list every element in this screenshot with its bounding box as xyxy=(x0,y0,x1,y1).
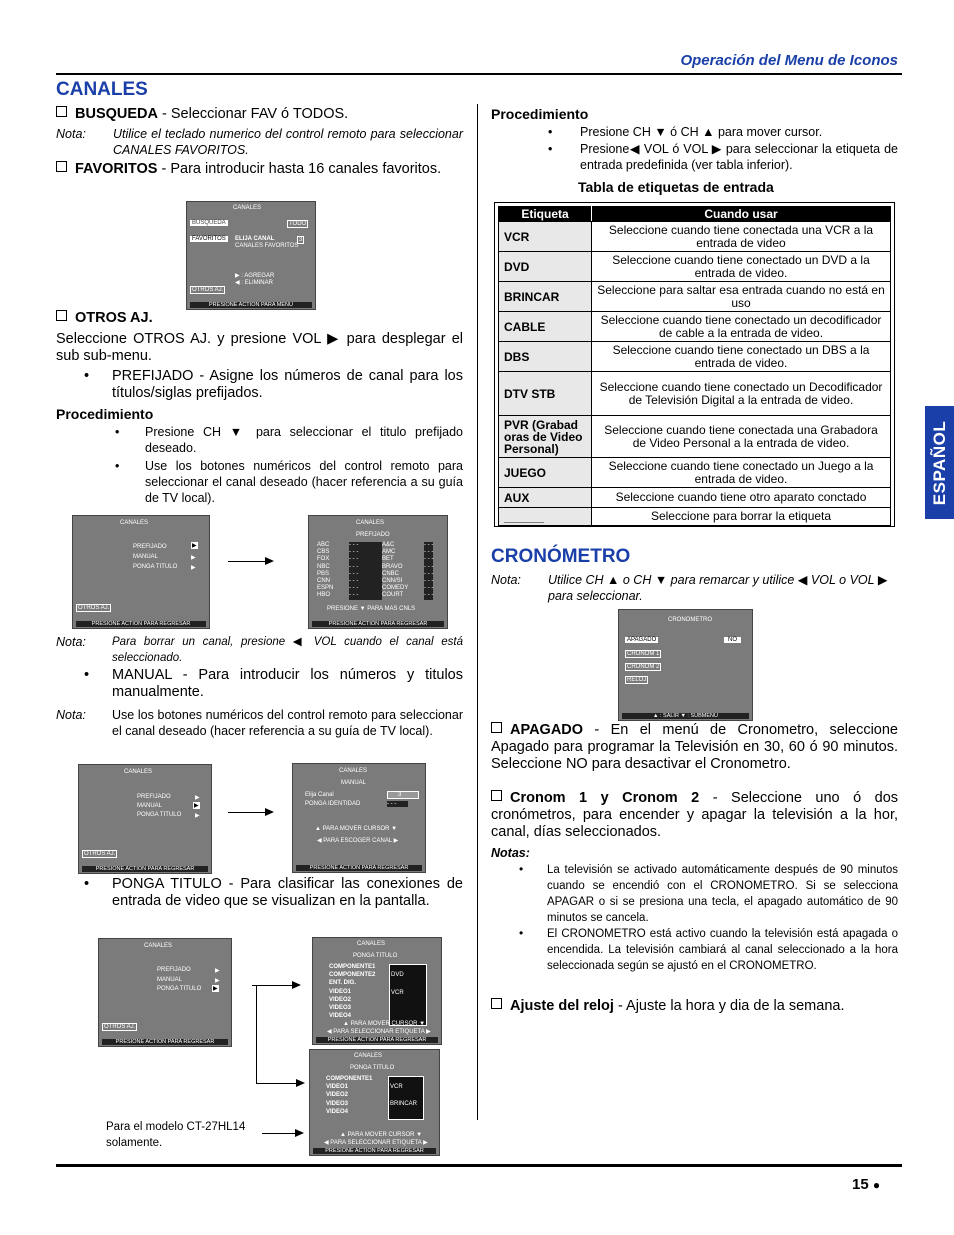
screen-value: 3 xyxy=(387,791,419,799)
table-row xyxy=(499,282,891,312)
screen-item: PONGA TITULO xyxy=(137,812,182,818)
screen-footer: PRESIONE ACTION PARA REGRESAR xyxy=(296,865,422,871)
table-cell-etiqueta: DVD xyxy=(499,252,592,282)
page-number xyxy=(852,1176,880,1193)
pref-channel: COURT xyxy=(382,592,404,599)
nota-a: La televisión se activado automáticamente después de 90 minutos cuando se encendió con el CRONOMETRO. Si se selecciona APAGAR o si se presiona una tecla, el apagado automático de 90 minutos se cancela. xyxy=(547,864,898,924)
tag-column xyxy=(388,1076,424,1120)
table-cell-cuando: Seleccione para saltar esa entrada cuando no está en uso xyxy=(592,282,891,312)
pref-value: - - - xyxy=(424,592,434,599)
screen-title: CANALES xyxy=(357,941,386,947)
table-row xyxy=(499,488,891,508)
table-cell-etiqueta: DTV STB xyxy=(499,372,592,416)
input-item: COMPONENTE2 xyxy=(329,972,376,979)
bullet: • xyxy=(115,459,120,473)
screen-item: ▲ PARA MOVER CURSOR ▼ xyxy=(315,826,398,832)
apagado-label: APAGADO xyxy=(510,722,584,738)
nota2-label: Nota: xyxy=(56,635,86,649)
screen-arrow: ▶ xyxy=(213,986,218,992)
arrow-icon xyxy=(256,1083,303,1084)
favoritos-item xyxy=(56,161,463,178)
table-row xyxy=(499,222,891,252)
screen-item: CANALES FAVORITOS xyxy=(235,243,299,249)
pref-value: - - - xyxy=(349,578,382,585)
screen-item: PREFIJADO xyxy=(356,532,390,538)
nota-b: El CRONOMETRO está activo cuando la televisión está apagada o encendida. La televisión cambiará al canal seleccionado a la hora seleccionada según se ajustó en el CRONOMETRO. xyxy=(547,928,898,972)
prefijado-row xyxy=(317,585,433,592)
tag-table xyxy=(498,206,891,526)
screen-footer: PRESIONE ACTION PARA REGRESAR xyxy=(82,866,208,872)
table-cell-cuando: Seleccione cuando tiene conectada una Grabadora de Video Personal a la entrada de video. xyxy=(592,416,891,458)
input-item: VIDEO2 xyxy=(329,996,352,1003)
screen-canales-favoritos xyxy=(186,201,316,310)
screen-arrow: ▶ xyxy=(215,978,220,984)
input-list xyxy=(326,1075,372,1116)
prefijado-row xyxy=(317,592,433,599)
screen-item: FAVORITOS xyxy=(192,236,226,242)
bullet-dot-icon: ● xyxy=(872,1178,881,1192)
screen-cronometro xyxy=(618,609,753,721)
footer-rule xyxy=(56,1164,902,1167)
pref-channel: COMEDY xyxy=(382,585,409,592)
prefijado-text: PREFIJADO - Asigne los números de canal para los títulos/siglas prefijados. xyxy=(112,368,463,401)
proc-label: Procedimiento xyxy=(56,406,154,422)
table-cell-etiqueta: DBS xyxy=(499,342,592,372)
table-cell-etiqueta: VCR xyxy=(499,222,592,252)
screen-item: PONGA TITULO xyxy=(350,1065,395,1071)
prefijado-row xyxy=(317,549,433,556)
screen-item: ◀ PARA ESCOGER CANAL ▶ xyxy=(317,838,399,844)
table-cell-cuando: Seleccione cuando tiene conectado un DVD a la entrada de video. xyxy=(592,252,891,282)
table-header-etiqueta: Etiqueta xyxy=(499,207,592,222)
screen-item: PONGA IDENTIDAD xyxy=(305,801,361,807)
prefijado-row xyxy=(317,571,433,578)
screen-item: APAGADO xyxy=(627,637,657,643)
screen-otros-aj xyxy=(72,515,210,629)
prefijado-list xyxy=(317,542,433,600)
model-note: Para el modelo CT-27HL14 solamente. xyxy=(106,1121,246,1149)
table-cell-cuando: Seleccione cuando tiene otro aparato conctado xyxy=(592,488,891,508)
screen-title: CANALES xyxy=(354,1053,383,1059)
input-item: COMPONENTE1 xyxy=(329,964,376,970)
screen-item: ▲ PARA MOVER CURSOR ▼ xyxy=(343,1021,426,1027)
reloj-text: - Ajuste la hora y dia de la semana. xyxy=(613,998,845,1014)
page-number-text: 15 xyxy=(852,1176,869,1193)
bullet: • xyxy=(519,862,524,876)
screen-footer: PRESIONE ACTION PARA REGRESAR xyxy=(102,1039,228,1045)
crono-nota-label: Nota: xyxy=(491,573,521,587)
screen-prefijado xyxy=(308,515,448,629)
screen-item: ◀ PARA SELECCIONAR ETIQUETA ▶ xyxy=(327,1029,431,1035)
screen-footer: PRESIONE ACTION PARA REGRESAR xyxy=(76,621,206,627)
screen-item: PREFIJADO xyxy=(133,544,167,550)
table-cell-cuando: Seleccione cuando tiene conectado un DBS a la entrada de video. xyxy=(592,342,891,372)
input-item: VIDEO3 xyxy=(326,1100,349,1107)
pref-channel: PBS xyxy=(317,570,330,577)
reloj-label: Ajuste del reloj xyxy=(510,998,614,1014)
screen-item: CRONOM 2 xyxy=(627,664,660,670)
language-tab-label: ESPAÑOL xyxy=(929,420,949,505)
ponga-text: PONGA TITULO - Para clasificar las conexiones de entrada de video que se visualizan en la pantalla. xyxy=(112,876,463,909)
screen-title: CANALES xyxy=(356,520,385,526)
screen-title: CRONOMETRO xyxy=(668,617,712,623)
input-item: VIDEO3 xyxy=(329,1005,352,1012)
screen-title: CANALES xyxy=(124,769,153,775)
busqueda-item xyxy=(56,106,466,123)
prefijado-row xyxy=(317,578,433,585)
screen-item: PREFIJADO xyxy=(137,794,171,800)
favoritos-label: FAVORITOS xyxy=(75,161,158,177)
bullet: • xyxy=(548,142,553,156)
screen-item: PONGA TITULO xyxy=(133,564,178,570)
header-rule xyxy=(56,73,902,75)
tag-table-frame xyxy=(494,202,895,527)
screen-item: CRONOM 1 xyxy=(627,651,660,657)
pref-channel: HBO xyxy=(317,592,331,599)
input-item: VIDEO4 xyxy=(329,1013,352,1020)
screen-ponga-titulo-model xyxy=(309,1049,440,1156)
checkbox-icon xyxy=(491,998,502,1009)
bullet: • xyxy=(84,368,90,384)
checkbox-icon xyxy=(491,790,502,801)
screen-footer: PRESIONE ACTION PARA REGRESAR xyxy=(316,1037,438,1043)
column-divider xyxy=(477,104,478,1120)
cronom-label: Cronom 1 y Cronom 2 xyxy=(510,790,700,806)
screen-item: Elija Canal xyxy=(305,792,334,798)
notas-label: Notas: xyxy=(491,846,530,860)
table-cell-etiqueta: AUX xyxy=(499,488,592,508)
pref-channel: CNN xyxy=(317,578,330,585)
nota3-label: Nota: xyxy=(56,708,86,722)
pref-channel: NBC xyxy=(317,563,330,570)
screen-item: RELOJ xyxy=(627,677,647,683)
pref-channel: ESPN xyxy=(317,585,334,592)
proc1-text: Presione CH ▼ para seleccionar el titulo prefijado deseado. xyxy=(145,425,463,455)
pref-value: - - - xyxy=(349,542,382,549)
input-item: VIDEO1 xyxy=(329,988,352,995)
right-proc2: Presione◀ VOL ó VOL ▶ para seleccionar la etiqueta de entrada predefinida (ver tabla inferior). xyxy=(580,142,898,172)
arrow-icon xyxy=(262,1133,302,1134)
right-proc-label: Procedimiento xyxy=(491,106,589,122)
pref-channel: BET xyxy=(382,556,394,563)
table-cell-cuando: Seleccione cuando tiene conectada una VCR a la entrada de video xyxy=(592,222,891,252)
reloj-item xyxy=(491,998,898,1015)
table-header-cuando: Cuando usar xyxy=(592,207,891,222)
cronometro-title: CRONÓMETRO xyxy=(491,546,631,567)
input-item: VIDEO2 xyxy=(326,1092,349,1099)
prefijado-row xyxy=(317,564,433,571)
screen-value: 3 xyxy=(299,237,303,243)
nota1-label: Nota: xyxy=(56,127,86,141)
screen-arrow: ▶ xyxy=(192,543,197,549)
prefijado-row xyxy=(317,556,433,563)
screen-item: ◀ PARA SELECCIONAR ETIQUETA ▶ xyxy=(324,1140,428,1146)
screen-title: CANALES xyxy=(144,943,173,949)
screen-item: BUSQUEDA xyxy=(192,220,226,226)
pref-channel: CNBC xyxy=(382,570,400,577)
screen-arrow: ▶ xyxy=(195,795,200,801)
pref-value: - - - xyxy=(424,542,434,548)
pref-value: - - - xyxy=(424,570,434,577)
screen-item: MANUAL xyxy=(341,780,367,786)
table-row xyxy=(499,372,891,416)
cronom-item xyxy=(491,790,898,841)
otros-text: Seleccione OTROS AJ. y presione VOL ▶ para desplegar el sub sub-menu. xyxy=(56,331,463,364)
favoritos-text: - Para introducir hasta 16 canales favoritos. xyxy=(157,161,442,177)
pref-value: - - - xyxy=(424,563,434,570)
language-tab xyxy=(925,406,954,519)
screen-otros-aj-manual xyxy=(78,764,212,874)
screen-title: CANALES xyxy=(339,768,368,774)
pref-channel: CBS xyxy=(317,549,330,556)
pref-value: - - - xyxy=(349,592,382,599)
table-cell-etiqueta: JUEGO xyxy=(499,458,592,488)
screen-footer: PRESIONE ACTION PARA MENU xyxy=(190,302,312,308)
arrow-icon xyxy=(252,985,299,986)
screen-footer: ▲ : SALIR ▼ : SUBMENU xyxy=(622,713,749,719)
screen-item: ▲ PARA MOVER CURSOR ▼ xyxy=(340,1132,423,1138)
apagado-text: - En el menú de Cronometro, seleccione Apagado para programar la Televisión en 30, 60 ó 90 minutos. Seleccione NO para desactivar el Cronometro. xyxy=(491,722,898,772)
screen-item: ▶ : AGREGAR xyxy=(235,273,275,279)
screen-arrow: ▶ xyxy=(215,968,220,974)
pref-channel: BRAVO xyxy=(382,563,403,570)
connector-line xyxy=(256,985,257,1083)
screen-item: MANUAL xyxy=(137,803,163,809)
busqueda-text: - Seleccionar FAV ó TODOS. xyxy=(157,106,349,122)
right-proc1: Presione CH ▼ ó CH ▲ para mover cursor. xyxy=(580,125,823,139)
nota3-text: Use los botones numéricos del control remoto para seleccionar el canal deseado (hacer referencia a su guía de TV local). xyxy=(112,708,463,738)
screen-item: PREFIJADO xyxy=(157,967,191,973)
screen-item: MANUAL xyxy=(157,977,183,983)
table-row xyxy=(499,342,891,372)
table-cell-etiqueta: PVR (Grabad oras de Video Personal) xyxy=(499,416,592,458)
screen-value: - - - xyxy=(387,801,408,807)
screen-footer: PRESIONE ACTION PARA REGRESAR xyxy=(313,1148,436,1154)
bullet: • xyxy=(519,926,524,940)
pref-value: - - - xyxy=(349,564,382,571)
checkbox-icon xyxy=(56,310,67,321)
checkbox-icon xyxy=(491,722,502,733)
screen-arrow: ▶ xyxy=(194,803,199,809)
screen-ponga-titulo xyxy=(312,937,442,1045)
input-item: VIDEO4 xyxy=(326,1108,349,1115)
proc2-text: Use los botones numéricos del control remoto para seleccionar el canal deseado (hacer referencia a su guía de TV local). xyxy=(145,459,463,505)
arrow-icon xyxy=(228,561,272,562)
table-title: Tabla de etiquetas de entrada xyxy=(578,179,774,195)
screen-item: OTROS AJ. xyxy=(192,287,224,293)
screen-title: CANALES xyxy=(120,520,149,526)
pref-value: - - - xyxy=(349,585,382,592)
input-item: VIDEO1 xyxy=(326,1084,349,1091)
screen-value: NO xyxy=(724,637,741,643)
input-item: ENT. DIG. xyxy=(329,980,357,987)
pref-channel: ABC xyxy=(317,542,330,548)
table-row xyxy=(499,508,891,526)
screen-arrow: ▶ xyxy=(191,555,196,561)
table-row xyxy=(499,252,891,282)
nota2-text: Para borrar un canal, presione ◀ VOL cuando el canal está seleccionado. xyxy=(112,636,463,664)
screen-manual xyxy=(292,763,426,873)
tag-value: BRINCAR xyxy=(390,1101,418,1107)
table-cell-cuando: Seleccione cuando tiene conectado un Juego a la entrada de video. xyxy=(592,458,891,488)
otros-item xyxy=(56,310,153,327)
pref-value: - - - xyxy=(349,571,382,578)
screen-title: CANALES xyxy=(233,205,262,211)
pref-value: - - - xyxy=(424,556,434,563)
page-header: Operación del Menu de Iconos xyxy=(680,52,898,69)
screen-item: OTROS AJ. xyxy=(104,1024,136,1030)
otros-label: OTROS AJ. xyxy=(75,310,153,326)
table-cell-cuando: Seleccione cuando tiene conectado un Decodificador de Televisión Digital a la entrada de video. xyxy=(592,372,891,416)
bullet: • xyxy=(548,125,553,139)
bullet: • xyxy=(115,425,120,439)
screen-item: ◀ : ELIMINAR xyxy=(235,280,273,286)
screen-value: TODO xyxy=(289,221,307,227)
table-row xyxy=(499,416,891,458)
checkbox-icon xyxy=(56,161,67,172)
pref-channel: A&C xyxy=(382,542,395,548)
canales-title: CANALES xyxy=(56,79,148,100)
screen-item: ELIJA CANAL xyxy=(235,236,275,242)
table-cell-cuando: Seleccione para borrar la etiqueta xyxy=(592,508,891,526)
tag-rows xyxy=(499,222,891,526)
bullet: • xyxy=(84,667,90,683)
tag-value: VCR xyxy=(391,990,404,996)
tag-value: VCR xyxy=(390,1084,403,1090)
checkbox-icon xyxy=(56,106,67,117)
screen-otros-aj-ponga xyxy=(98,938,232,1047)
screen-item: OTROS AJ. xyxy=(84,851,116,857)
pref-value: - - - xyxy=(424,549,434,556)
crono-nota-text: Utilice CH ▲ o CH ▼ para remarcar y utilice ◀ VOL o VOL ▶ para seleccionar. xyxy=(548,573,888,603)
bullet: • xyxy=(84,876,90,892)
busqueda-label: BUSQUEDA xyxy=(75,106,158,122)
cronom-text: - Seleccione uno ó dos cronómetros, para encender y apagar la televisión a la hor, canal, días seleccionados. xyxy=(491,790,899,840)
pref-channel: AMC xyxy=(382,549,396,556)
screen-footer: PRESIONE ACTION PARA REGRESAR xyxy=(312,621,444,627)
pref-value: - - - xyxy=(349,549,382,556)
tag-value: DVD xyxy=(391,972,404,978)
table-cell-etiqueta: BRINCAR xyxy=(499,282,592,312)
pref-value: - - - xyxy=(424,578,434,585)
input-list xyxy=(329,963,375,1020)
table-row xyxy=(499,458,891,488)
manual-text: MANUAL - Para introducir los números y titulos manualmente. xyxy=(112,667,463,700)
pref-channel: FOX xyxy=(317,556,330,563)
prefijado-row xyxy=(317,542,433,549)
pref-value: - - - xyxy=(349,556,382,563)
pref-value: - - - xyxy=(424,585,434,592)
table-cell-cuando: Seleccione cuando tiene conectado un decodificador de cable a la entrada de video. xyxy=(592,312,891,342)
screen-item: MANUAL xyxy=(133,554,159,560)
screen-arrow: ▶ xyxy=(195,813,200,819)
screen-item: PRESIONE ▼ PARA MAS CNLS xyxy=(327,606,416,612)
arrow-icon xyxy=(228,812,272,813)
table-cell-etiqueta: CABLE xyxy=(499,312,592,342)
pref-channel: CNN/SI xyxy=(382,578,403,585)
input-item: COMPONENTE1 xyxy=(326,1076,373,1082)
screen-item: PONGA TITULO xyxy=(353,953,398,959)
nota1-text: Utilice el teclado numerico del control remoto para seleccionar CANALES FAVORITOS. xyxy=(113,127,463,157)
screen-arrow: ▶ xyxy=(191,565,196,571)
screen-item: PONGA TITULO xyxy=(157,986,202,992)
screen-item: OTROS AJ. xyxy=(78,605,110,611)
table-cell-etiqueta: ______ xyxy=(499,508,592,526)
apagado-item xyxy=(491,722,898,773)
table-row xyxy=(499,312,891,342)
